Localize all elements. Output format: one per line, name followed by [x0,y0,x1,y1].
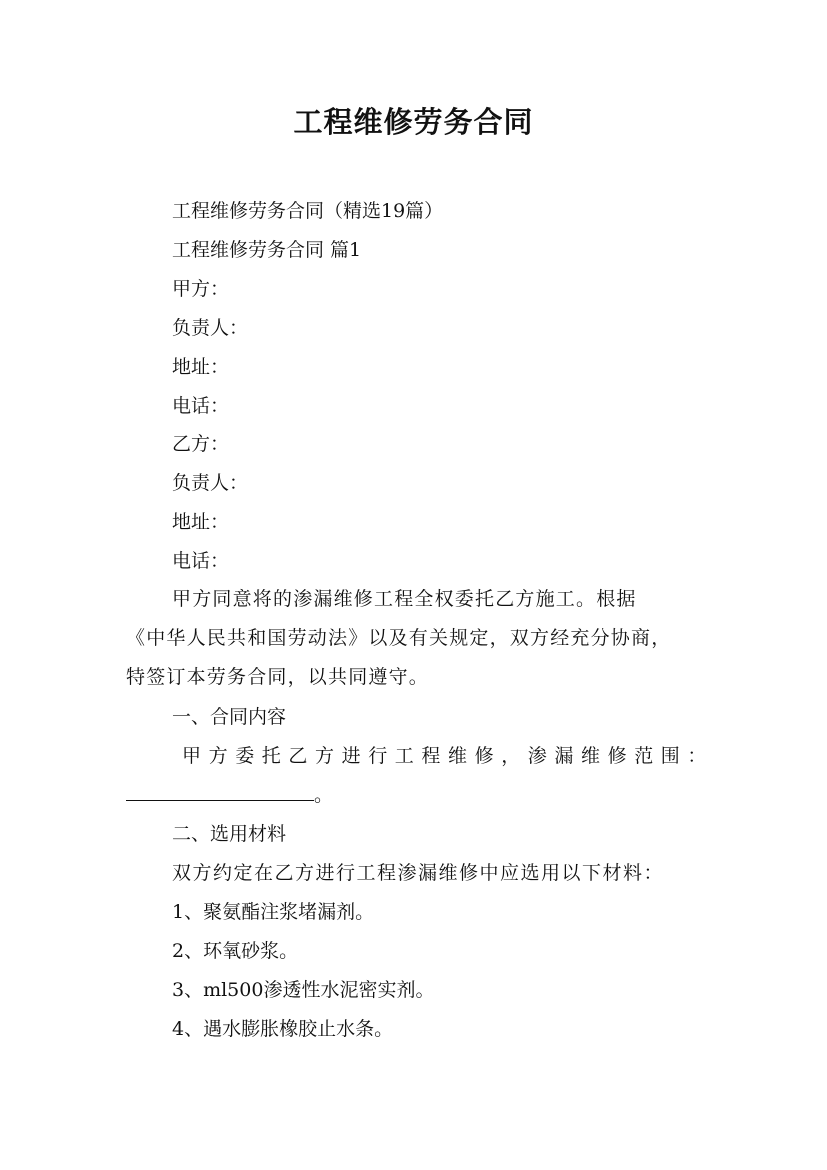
fill-in-blank [126,782,314,801]
material-item: 4、遇水膨胀橡胶止水条。 [172,1018,394,1040]
chapter-heading: 工程维修劳务合同 篇1 [172,239,362,261]
party-b-address: 地址： [172,511,230,533]
document-title: 工程维修劳务合同 [293,105,534,139]
section2-text: 双方约定在乙方进行工程渗漏维修中应选用以下材料： [172,862,665,884]
section1-text: 甲方委托乙方进行工程维修，渗漏维修范围： [182,745,715,767]
section2-heading: 二、选用材料 [172,823,287,845]
party-b-label: 乙方： [172,433,230,455]
intro-paragraph [126,580,711,697]
section1-heading: 一、合同内容 [172,706,287,728]
material-item: 3、ml500渗透性水泥密实剂。 [172,979,435,1001]
material-item: 2、环氧砂浆。 [172,940,299,962]
blank-suffix: 。 [314,784,334,806]
party-a-label: 甲方： [172,278,230,300]
material-item: 1、聚氨酯注浆堵漏剂。 [172,901,375,923]
party-a-address: 地址： [172,356,230,378]
party-b-phone: 电话： [172,550,230,572]
party-a-manager: 负责人： [172,317,249,339]
document-subtitle: 工程维修劳务合同（精选19篇） [172,200,444,222]
party-b-manager: 负责人： [172,472,249,494]
intro-line-1: 甲方同意将的渗漏维修工程全权委托乙方施工。根据 [172,588,637,610]
section1-blank-line [126,782,333,808]
intro-line-2: 《中华人民共和国劳动法》以及有关规定，双方经充分协商， [126,627,672,649]
party-a-phone: 电话： [172,395,230,417]
intro-line-3: 特签订本劳务合同，以共同遵守。 [126,666,430,688]
